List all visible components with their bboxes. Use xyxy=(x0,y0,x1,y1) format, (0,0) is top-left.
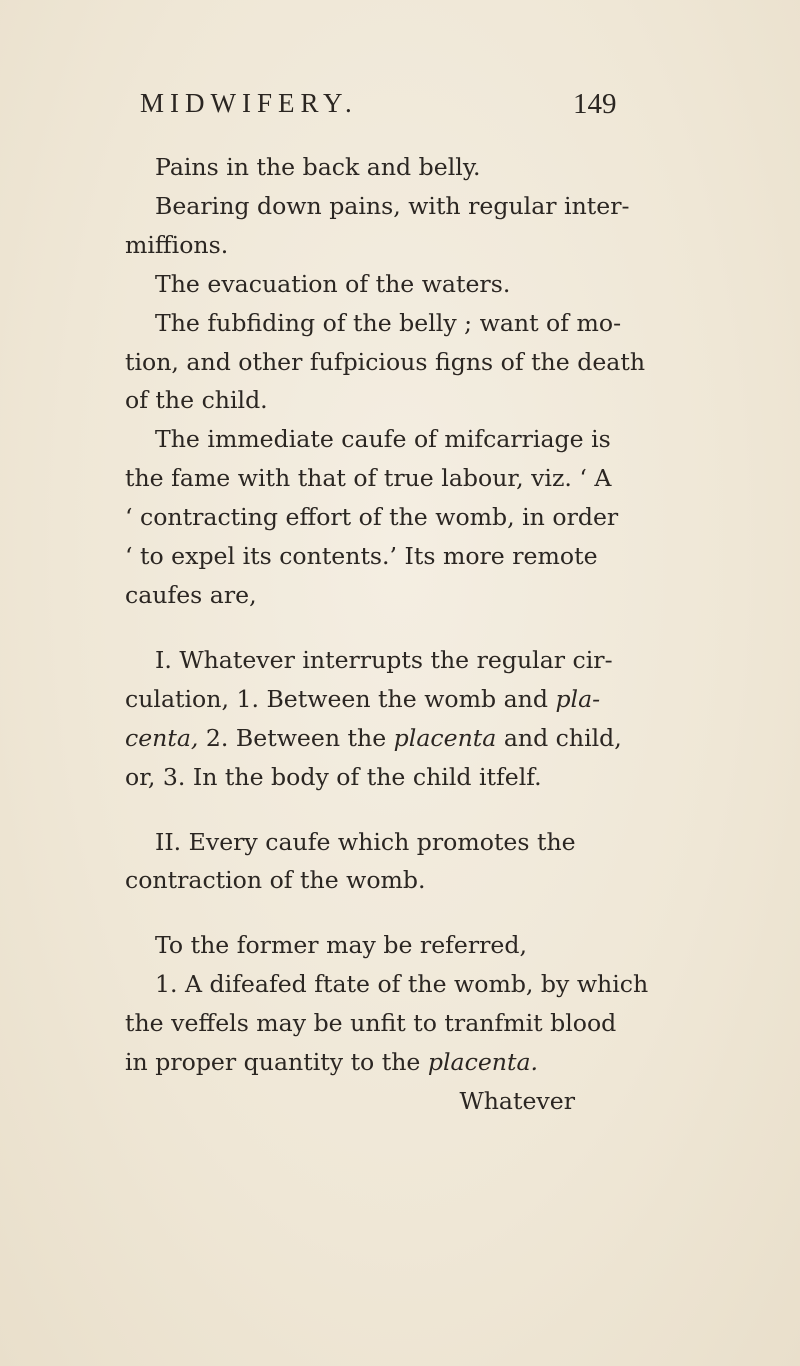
text-line: I. Whatever interrupts the regular cir- xyxy=(155,645,613,674)
text-line: Bearing down pains, with regular inter- xyxy=(155,191,630,220)
text-line: the fame with that of true labour, viz. ‘ A xyxy=(125,464,612,493)
text-line: The fubfiding of the belly ; want of mo- xyxy=(155,308,622,337)
text-line: the veffels may be unfit to tranfmit blood xyxy=(125,1009,617,1038)
text-line: The immediate caufe of mifcarriage is xyxy=(155,425,611,454)
text-line: The evacuation of the waters. xyxy=(155,269,511,298)
text-line: contraction of the womb. xyxy=(125,866,426,895)
italic-span: placenta xyxy=(393,723,497,752)
text-line: 1. A difeafed ftate of the womb, by which xyxy=(155,970,649,999)
text-line: ‘ contracting effort of the womb, in order xyxy=(125,503,619,532)
text-line xyxy=(125,719,622,758)
italic-span: placenta. xyxy=(427,1048,539,1077)
text-span: in proper quantity to the xyxy=(125,1048,421,1077)
page-number: 149 xyxy=(573,88,617,120)
running-head: MIDWIFERY. xyxy=(140,88,358,118)
text-span: 1. Between the womb and xyxy=(236,684,548,713)
catchword: Whatever xyxy=(459,1086,575,1115)
text-line: II. Every caufe which promotes the xyxy=(155,827,576,856)
text-line: ‘ to expel its contents.’ Its more remote xyxy=(125,542,598,571)
text-line: tion, and other fufpicious figns of the death xyxy=(125,347,646,376)
text-span: 2. Between the xyxy=(205,723,387,752)
text-line xyxy=(125,1043,575,1082)
text-line: To the former may be referred, xyxy=(155,931,527,960)
text-line: of the child. xyxy=(125,386,268,415)
text-line: or, 3. In the body of the child itfelf. xyxy=(125,762,542,791)
italic-span: centa, xyxy=(125,723,199,752)
text-line: miffions. xyxy=(125,230,229,259)
italic-span: pla- xyxy=(555,684,601,713)
page-header xyxy=(140,88,617,128)
text-span: culation, xyxy=(125,684,229,713)
text-line: Pains in the back and belly. xyxy=(155,153,481,181)
text-line: caufes are, xyxy=(125,580,257,609)
text-line xyxy=(125,680,601,719)
page-body xyxy=(125,148,649,1121)
text-span: and child, xyxy=(503,723,622,752)
